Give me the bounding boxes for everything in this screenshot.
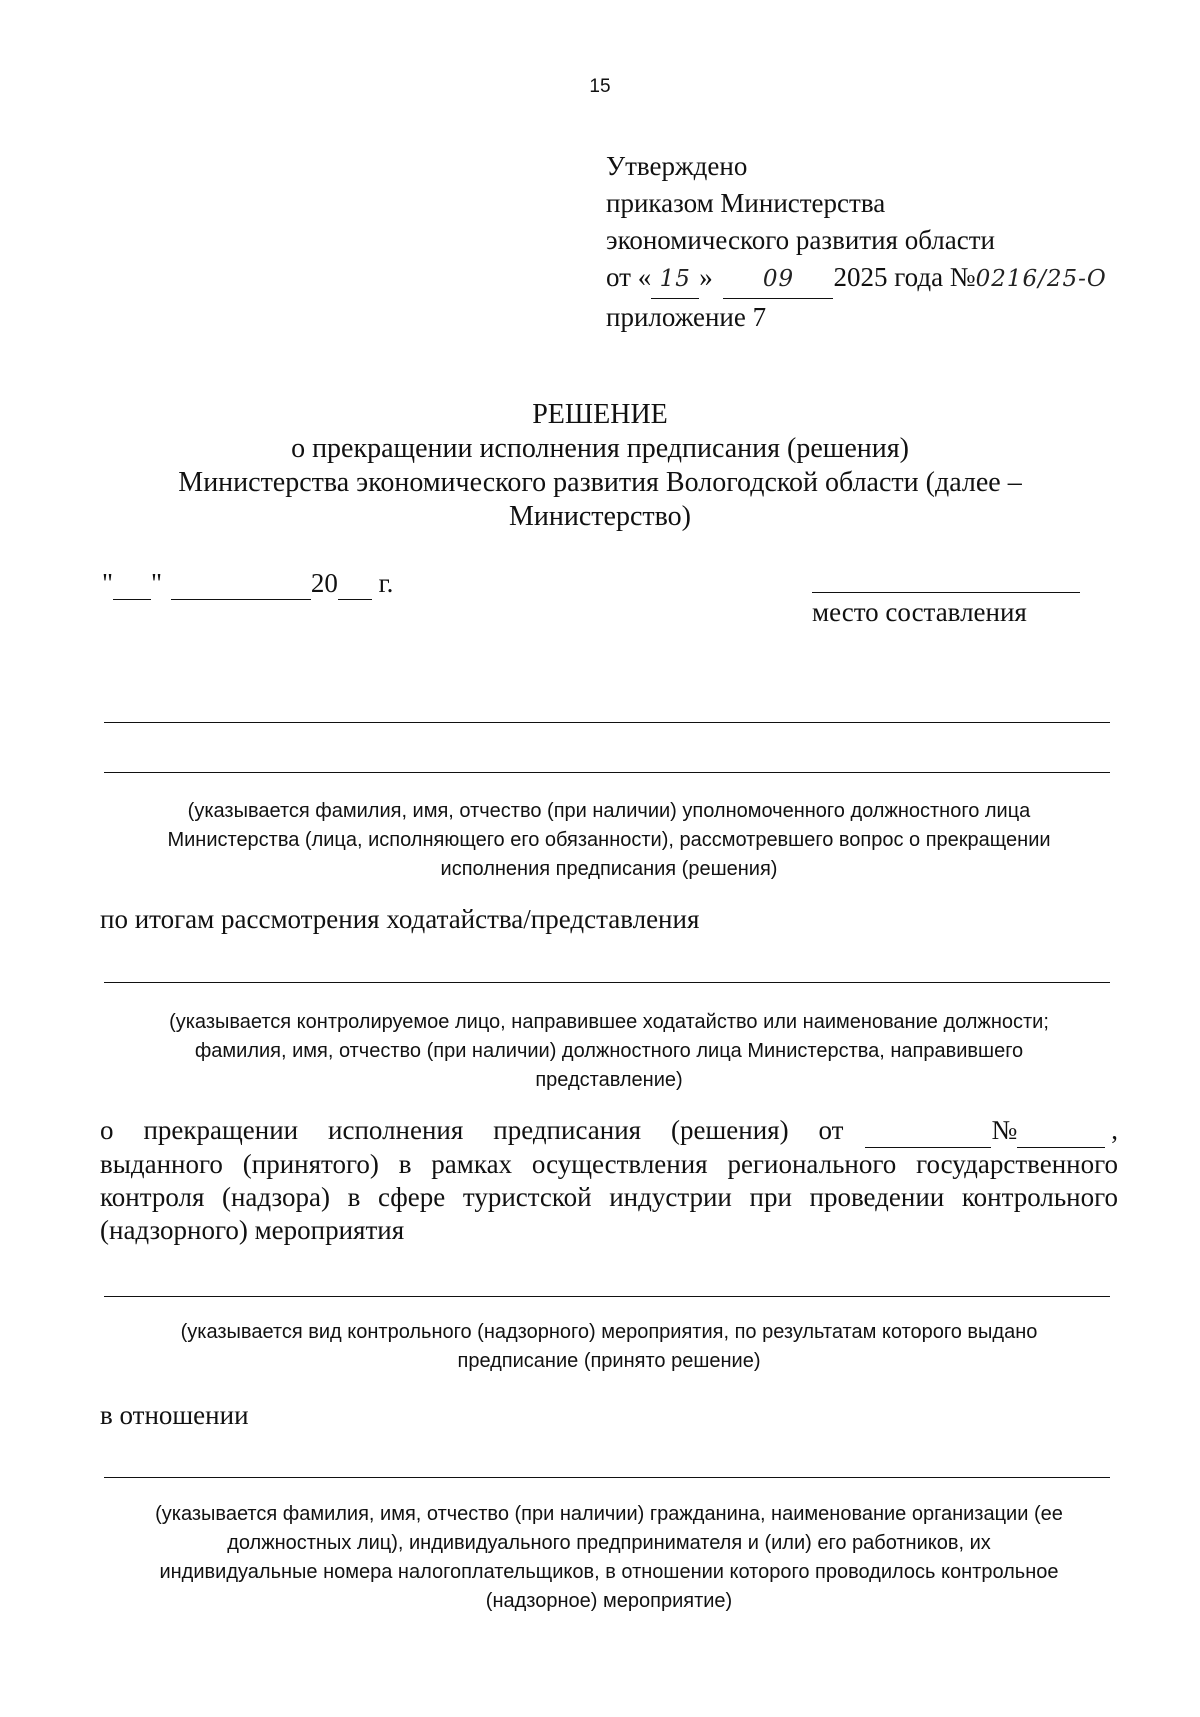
- termination-paragraph: [100, 1114, 1118, 1247]
- caption-event-line-2: предписание (принято решение): [457, 1350, 761, 1372]
- approval-day: 15: [651, 261, 699, 299]
- approval-month: 09: [723, 261, 833, 299]
- subject-line: [104, 1477, 1110, 1478]
- review-text: по итогам рассмотрения ходатайства/представления: [100, 904, 700, 934]
- caption-official: [100, 797, 1118, 884]
- approval-line-approved: Утверждено: [606, 151, 748, 181]
- termination-line-1: [100, 1114, 1118, 1148]
- date-century: 20: [310, 568, 338, 598]
- caption-official-line-2: Министерства (лица, исполняющего его обязанности), рассмотревшего вопрос о прекращении: [167, 829, 1051, 851]
- title-subline-1: о прекращении исполнения предписания (решения): [291, 433, 909, 464]
- caption-petitioner: [100, 1008, 1118, 1095]
- title-subline-3: Министерство): [509, 501, 691, 532]
- place-caption: место составления: [812, 597, 1027, 627]
- caption-subject-line-3: индивидуальные номера налогоплательщиков, в отношении которого проводилось контрольное: [159, 1561, 1059, 1583]
- caption-subject-line-2: должностных лиц), индивидуального предпринимателя и (или) его работников, их: [227, 1532, 991, 1554]
- official-line-1: [104, 722, 1110, 723]
- approval-line-appendix: приложение 7: [606, 302, 767, 332]
- caption-petitioner-line-3: представление): [535, 1069, 683, 1091]
- approval-date-prefix: от «: [606, 262, 652, 292]
- caption-petitioner-line-2: фамилия, имя, отчество (при наличии) должностного лица Министерства, направившего: [194, 1040, 1024, 1062]
- document-title: РЕШЕНИЕ: [532, 399, 668, 430]
- caption-subject-line-4: (надзорное) мероприятие): [485, 1590, 733, 1612]
- approval-line-ministry: экономического развития области: [606, 225, 995, 255]
- approval-date-line: [606, 259, 1107, 299]
- caption-event-line-1: (указывается вид контрольного (надзорного) мероприятия, по результатам которого выдано: [180, 1321, 1038, 1343]
- approval-line-order: приказом Министерства: [606, 188, 886, 218]
- date-year-suffix: г.: [378, 568, 394, 598]
- termination-line-4: (надзорного) мероприятия: [100, 1215, 405, 1245]
- petitioner-line: [104, 982, 1110, 983]
- caption-subject: [100, 1500, 1118, 1616]
- approval-block: [606, 148, 1107, 336]
- caption-event: [100, 1318, 1118, 1376]
- caption-official-line-3: исполнения предписания (решения): [440, 858, 778, 880]
- termination-number-sign: №: [991, 1115, 1018, 1145]
- caption-official-line-1: (указывается фамилия, имя, отчество (при наличии) уполномоченного должностного лица: [187, 800, 1031, 822]
- date-field: [102, 568, 393, 600]
- event-line: [104, 1296, 1110, 1297]
- termination-line-1-text: о прекращении исполнения предписания (решения) от: [100, 1115, 844, 1145]
- title-subline-2: Министерства экономического развития Вологодской области (далее –: [178, 467, 1022, 498]
- regarding-text: в отношении: [100, 1400, 249, 1430]
- official-line-2: [104, 772, 1110, 773]
- page-number: 15: [589, 76, 611, 97]
- place-line: [812, 592, 1080, 593]
- date-quote-open: ": [102, 568, 114, 598]
- approval-year-text: 2025 года №: [833, 262, 976, 292]
- termination-line-3: контроля (надзора) в сфере туристской индустрии при проведении контрольного: [100, 1182, 1118, 1212]
- approval-order-number: 0216/25-О: [975, 266, 1107, 292]
- caption-petitioner-line-1: (указывается контролируемое лицо, направившее ходатайство или наименование должности;: [169, 1011, 1049, 1033]
- date-quote-close: ": [151, 568, 163, 598]
- approval-quote-close: »: [699, 262, 713, 292]
- termination-comma: ,: [1111, 1115, 1118, 1145]
- caption-subject-line-1: (указывается фамилия, имя, отчество (при наличии) гражданина, наименование организации (ее: [155, 1503, 1063, 1525]
- termination-line-2: выданного (принятого) в рамках осуществления регионального государственного: [100, 1149, 1118, 1179]
